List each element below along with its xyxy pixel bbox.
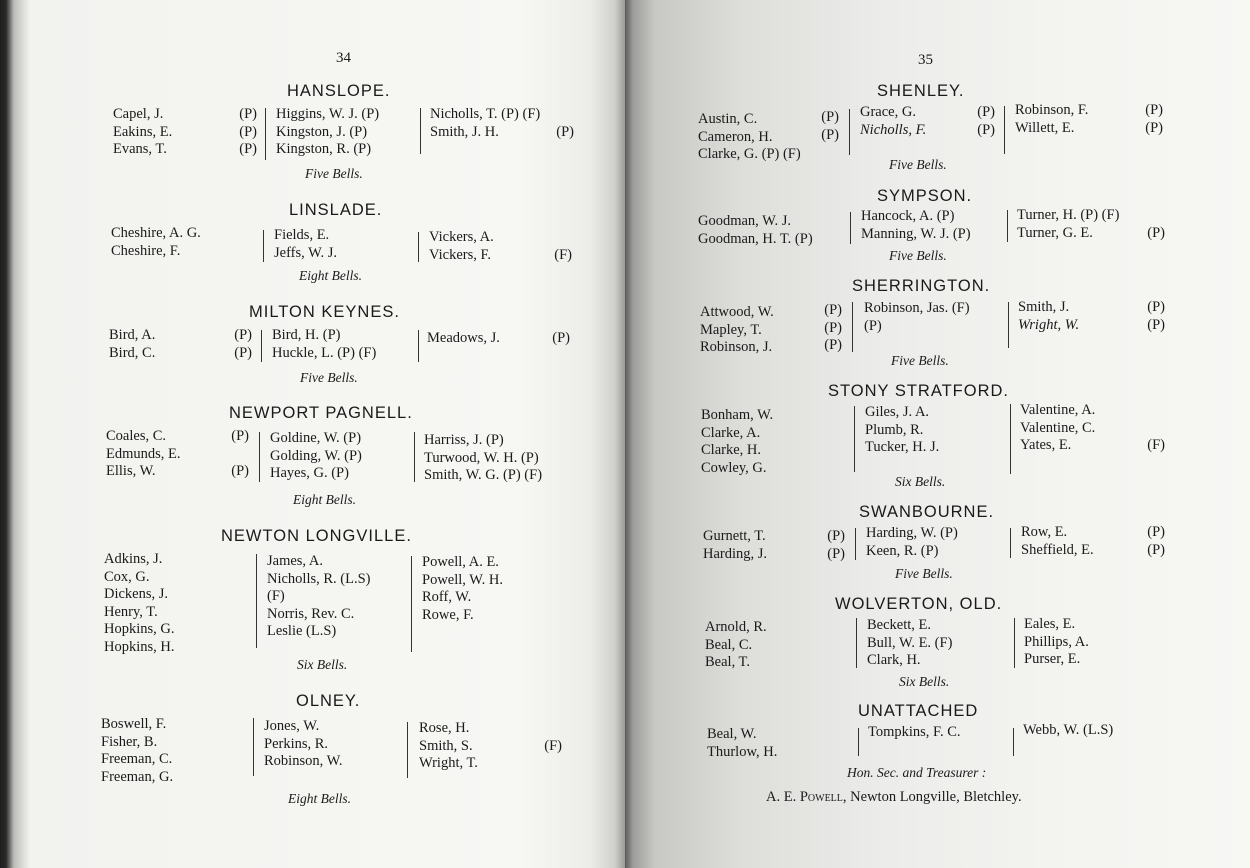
entry: (P): [824, 337, 842, 353]
section-title: NEWTON LONGVILLE.: [221, 527, 412, 545]
entry: Webb, W. (L.S): [1023, 722, 1114, 738]
column-3-marks: [538, 330, 570, 348]
column-2: [864, 300, 970, 335]
entry: (P): [1147, 224, 1165, 241]
entry: (P): [239, 141, 257, 157]
entry: (P): [239, 123, 257, 140]
section-title: SYMPSON.: [877, 187, 973, 205]
column-divider: [1010, 404, 1011, 474]
column-1: [703, 528, 767, 563]
bells-note: Five Bells.: [889, 248, 947, 263]
column-1: [701, 407, 773, 477]
entry: Turner, G. E.: [1017, 224, 1093, 241]
column-1: [698, 111, 801, 164]
entry: Vickers, A.: [429, 229, 494, 245]
entry: Clarke, G. (P) (F): [698, 146, 801, 162]
column-1-marks: [217, 428, 249, 481]
entry: Nicholls, T. (P) (F): [430, 106, 541, 122]
column-divider: [411, 556, 412, 652]
entry: Bird, C.: [109, 344, 156, 361]
entry: Tucker, H. J.: [865, 439, 940, 455]
column-3: [1018, 299, 1079, 334]
column-1: [106, 428, 181, 481]
entry: (P): [821, 109, 839, 125]
entry: Attwood, W.: [700, 304, 774, 320]
column-1: [707, 726, 777, 761]
page-number: 35: [918, 52, 933, 68]
column-2: [866, 525, 958, 560]
entry: (F): [267, 588, 285, 604]
column-divider: [253, 718, 254, 776]
entry: Valentine, A.: [1020, 402, 1096, 418]
entry: Harding, W. (P): [866, 525, 958, 541]
entry: Ellis, W.: [106, 463, 156, 479]
entry: Goldine, W. (P): [270, 430, 362, 446]
entry: Kingston, J. (P): [276, 123, 368, 140]
entry: Hancock, A. (P): [861, 208, 955, 224]
entry: (P): [864, 317, 882, 334]
entry: Perkins, R.: [264, 735, 329, 752]
section-title: SHERRINGTON.: [852, 277, 991, 295]
entry: [540, 229, 572, 247]
entry: Harding, J.: [703, 545, 768, 562]
entry: (P): [824, 302, 842, 318]
column-divider: [1014, 618, 1015, 668]
entry: Robinson, J.: [700, 339, 773, 355]
column-divider: [265, 108, 266, 160]
entry: Sheffield, E.: [1021, 541, 1094, 558]
entry: Mapley, T.: [700, 321, 762, 338]
column-3: [427, 330, 500, 348]
entry: Valentine, C.: [1020, 419, 1096, 436]
entry: Huckle, L. (P) (F): [272, 344, 377, 361]
hon-sec-address: Newton Longville, Bletchley.: [850, 789, 1022, 805]
column-3: [1020, 402, 1095, 455]
entry: [217, 446, 249, 464]
bells-note: Five Bells.: [895, 566, 953, 581]
entry: Robinson, W.: [264, 753, 343, 769]
column-divider: [259, 432, 260, 482]
entry: Bird, A.: [109, 327, 156, 343]
column-divider: [407, 722, 408, 778]
entry: Kingston, R. (P): [276, 141, 372, 157]
column-3-marks: [1131, 524, 1165, 559]
section-title: WOLVERTON, OLD.: [835, 595, 1003, 613]
bells-note: Five Bells.: [300, 370, 358, 385]
column-2: [865, 404, 939, 457]
entry: Tompkins, F. C.: [868, 724, 961, 740]
column-2: [264, 718, 343, 771]
column-divider: [418, 232, 419, 262]
entry: Giles, J. A.: [865, 404, 930, 420]
entry: Rose, H.: [419, 720, 470, 736]
entry: Vickers, F.: [429, 246, 492, 263]
entry: Capel, J.: [113, 106, 164, 122]
entry: Jones, W.: [264, 718, 320, 734]
entry: Smith, J. H.: [430, 123, 499, 140]
entry: (P): [552, 330, 570, 346]
entry: Higgins, W. J. (P): [276, 106, 380, 122]
section-title: STONY STRATFORD.: [828, 382, 1010, 400]
entry: [528, 755, 562, 773]
column-1: [700, 304, 774, 357]
entry: (P): [1147, 316, 1165, 333]
entry: Leslie (L.S): [267, 623, 337, 639]
hon-sec-initials: A. E.: [766, 789, 797, 805]
column-1: [104, 551, 175, 656]
column-3: [1021, 524, 1094, 559]
column-3: [1023, 722, 1113, 740]
entry: Plumb, R.: [865, 421, 924, 438]
column-3-marks: [1131, 402, 1165, 455]
entry: Evans, T.: [113, 141, 167, 157]
entry: Meadows, J.: [427, 330, 500, 346]
entry: Phillips, A.: [1024, 633, 1089, 650]
entry: Dickens, J.: [104, 586, 169, 602]
entry: (P): [977, 104, 995, 120]
entry: (P): [977, 121, 995, 138]
entry: (P): [556, 123, 574, 140]
column-3: [422, 554, 503, 624]
column-2: [270, 430, 362, 483]
column-divider: [858, 728, 859, 756]
column-divider: [418, 330, 419, 362]
bells-note: Six Bells.: [297, 657, 348, 672]
column-divider: [414, 432, 415, 482]
bells-note: Eight Bells.: [288, 791, 351, 806]
bells-note: Five Bells.: [891, 353, 949, 368]
entry: Bull, W. E. (F): [867, 634, 953, 651]
column-divider: [852, 302, 853, 352]
column-2: [861, 208, 971, 243]
column-3-marks: [528, 720, 562, 773]
entry: Henry, T.: [104, 603, 158, 620]
column-3: [1017, 207, 1119, 242]
entry: Golding, W. (P): [270, 447, 362, 464]
entry: Cameron, H.: [698, 128, 773, 145]
entry: (P): [231, 428, 249, 444]
column-divider: [261, 330, 262, 362]
column-3: [1024, 616, 1089, 669]
entry: Cowley, G.: [701, 459, 767, 476]
entry: Fields, E.: [274, 227, 330, 243]
entry: Smith, W. G. (P) (F): [424, 467, 543, 483]
entry: [540, 106, 574, 124]
entry: Edmunds, E.: [106, 445, 181, 462]
column-divider: [256, 554, 257, 648]
entry: Eakins, E.: [113, 123, 173, 140]
entry: Beal, W.: [707, 726, 757, 742]
entry: Row, E.: [1021, 524, 1068, 540]
column-1: [698, 213, 813, 248]
column-divider: [849, 109, 850, 155]
hon-sec-name: [766, 789, 1022, 806]
entry: Wright, T.: [419, 755, 478, 771]
entry: Smith, S.: [419, 737, 473, 754]
entry: Freeman, C.: [101, 751, 173, 767]
entry: Hopkins, G.: [104, 621, 175, 637]
column-2: [272, 327, 376, 362]
column-divider: [1013, 728, 1014, 756]
bells-note: Eight Bells.: [293, 492, 356, 507]
column-2-marks: [963, 104, 995, 139]
entry: Roff, W.: [422, 589, 472, 605]
entry: (P): [821, 126, 839, 143]
column-1-marks: [810, 302, 842, 355]
column-divider: [1004, 106, 1005, 154]
entry: (P): [827, 545, 845, 562]
column-3-marks: [1131, 299, 1165, 334]
column-divider: [856, 618, 857, 668]
bells-note: Five Bells.: [889, 157, 947, 172]
section-title: UNATTACHED: [858, 702, 979, 720]
column-1: [109, 327, 155, 362]
entry: Bird, H. (P): [272, 327, 341, 343]
column-3-marks: [540, 229, 572, 264]
entry: Purser, E.: [1024, 651, 1081, 667]
bells-note: Six Bells.: [899, 674, 950, 689]
entry: Thurlow, H.: [707, 743, 778, 760]
entry: (F): [544, 737, 562, 754]
entry: Turner, H. (P) (F): [1017, 207, 1120, 223]
hon-sec-surname: Powell,: [799, 789, 847, 805]
entry: (F): [554, 246, 572, 263]
entry: Keen, R. (P): [866, 542, 939, 559]
entry: [1131, 207, 1165, 225]
bells-note: Six Bells.: [895, 474, 946, 489]
entry: Harriss, J. (P): [424, 432, 504, 448]
entry: (F): [1147, 437, 1165, 453]
section-title: SWANBOURNE.: [859, 503, 995, 521]
entry: [807, 144, 839, 162]
section-title: MILTON KEYNES.: [249, 303, 400, 321]
entry: Nicholls, R. (L.S): [267, 570, 371, 587]
entry: Hopkins, H.: [104, 638, 175, 655]
entry: (P): [824, 319, 842, 336]
entry: (P): [234, 327, 252, 343]
column-divider: [1010, 528, 1011, 558]
entry: [1131, 420, 1165, 438]
entry: Arnold, R.: [705, 619, 767, 635]
entry: Beal, C.: [705, 636, 753, 653]
section-title: SHENLEY.: [877, 82, 965, 100]
column-divider: [854, 406, 855, 472]
column-divider: [263, 230, 264, 262]
section-title: NEWPORT PAGNELL.: [229, 404, 413, 422]
entry: Nicholls, F.: [860, 121, 927, 138]
entry: Hayes, G. (P): [270, 465, 349, 481]
entry: Rowe, F.: [422, 606, 474, 623]
entry: Bonham, W.: [701, 407, 774, 423]
entry: James, A.: [267, 553, 323, 569]
entry: (P): [1145, 119, 1163, 136]
page-number: 34: [336, 50, 351, 66]
section-title: OLNEY.: [296, 692, 361, 710]
entry: Willett, E.: [1015, 119, 1075, 136]
entry: [528, 720, 562, 738]
column-3: [429, 229, 494, 264]
entry: Clarke, H.: [701, 442, 761, 458]
column-1: [111, 225, 201, 260]
entry: Gurnett, T.: [703, 528, 766, 544]
entry: (P): [1145, 102, 1163, 118]
entry: Manning, W. J. (P): [861, 225, 971, 242]
entry: Coales, C.: [106, 428, 167, 444]
column-3-marks: [1131, 207, 1165, 242]
column-divider: [1008, 302, 1009, 348]
entry: (P): [231, 463, 249, 479]
entry: (P): [234, 344, 252, 361]
entry: Robinson, F.: [1015, 102, 1089, 118]
entry: Jeffs, W. J.: [274, 244, 337, 261]
column-2: [867, 617, 952, 670]
column-1: [705, 619, 767, 672]
entry: Clark, H.: [867, 652, 921, 668]
entry: Cox, G.: [104, 568, 150, 585]
column-2: [274, 227, 337, 262]
entry: Powell, A. E.: [422, 554, 499, 570]
entry: Norris, Rev. C.: [267, 605, 355, 622]
entry: Cheshire, F.: [111, 242, 181, 259]
column-divider: [420, 108, 421, 154]
entry: (P): [1147, 299, 1165, 315]
column-divider: [855, 528, 856, 560]
section-title: HANSLOPE.: [287, 82, 391, 100]
entry: Turwood, W. H. (P): [424, 449, 539, 466]
entry: Austin, C.: [698, 111, 758, 127]
right-page: [625, 0, 1250, 868]
entry: Wright, W.: [1018, 316, 1080, 333]
entry: Goodman, W. J.: [698, 213, 792, 229]
column-1: [101, 716, 173, 786]
column-1-marks: [807, 109, 839, 162]
entry: Boswell, F.: [101, 716, 167, 732]
column-3: [424, 432, 542, 485]
entry: Smith, J.: [1018, 299, 1070, 315]
entry: Grace, G.: [860, 104, 916, 120]
entry: (P): [1147, 541, 1165, 558]
entry: Eales, E.: [1024, 616, 1076, 632]
column-3: [1015, 102, 1088, 137]
entry: Adkins, J.: [104, 551, 163, 567]
entry: Powell, W. H.: [422, 571, 503, 588]
column-divider: [850, 212, 851, 244]
column-1-marks: [225, 106, 257, 159]
entry: Fisher, B.: [101, 733, 158, 750]
column-3: [419, 720, 478, 773]
column-3-marks: [1129, 102, 1163, 137]
column-3-marks: [540, 106, 574, 141]
entry: Robinson, Jas. (F): [864, 300, 970, 316]
bells-note: Eight Bells.: [299, 268, 362, 283]
entry: Beal, T.: [705, 654, 750, 670]
entry: (P): [827, 528, 845, 544]
column-1-marks: [813, 528, 845, 563]
column-1-marks: [220, 327, 252, 362]
column-2: [868, 724, 961, 742]
section-title: LINSLADE.: [289, 201, 383, 219]
column-2: [267, 553, 371, 641]
entry: (P): [239, 106, 257, 122]
entry: Clarke, A.: [701, 424, 761, 441]
entry: (P): [1147, 524, 1165, 540]
entry: Goodman, H. T. (P): [698, 230, 813, 247]
column-1: [113, 106, 172, 159]
column-3: [430, 106, 540, 141]
entry: Beckett, E.: [867, 617, 932, 633]
entry: Cheshire, A. G.: [111, 225, 201, 241]
entry: Yates, E.: [1020, 437, 1072, 453]
bells-note: Five Bells.: [305, 166, 363, 181]
column-divider: [1007, 210, 1008, 242]
entry: Freeman, G.: [101, 768, 174, 785]
column-2: [860, 104, 926, 139]
hon-sec-label: Hon. Sec. and Treasurer :: [847, 765, 987, 780]
entry: [1131, 402, 1165, 420]
column-2: [276, 106, 379, 159]
